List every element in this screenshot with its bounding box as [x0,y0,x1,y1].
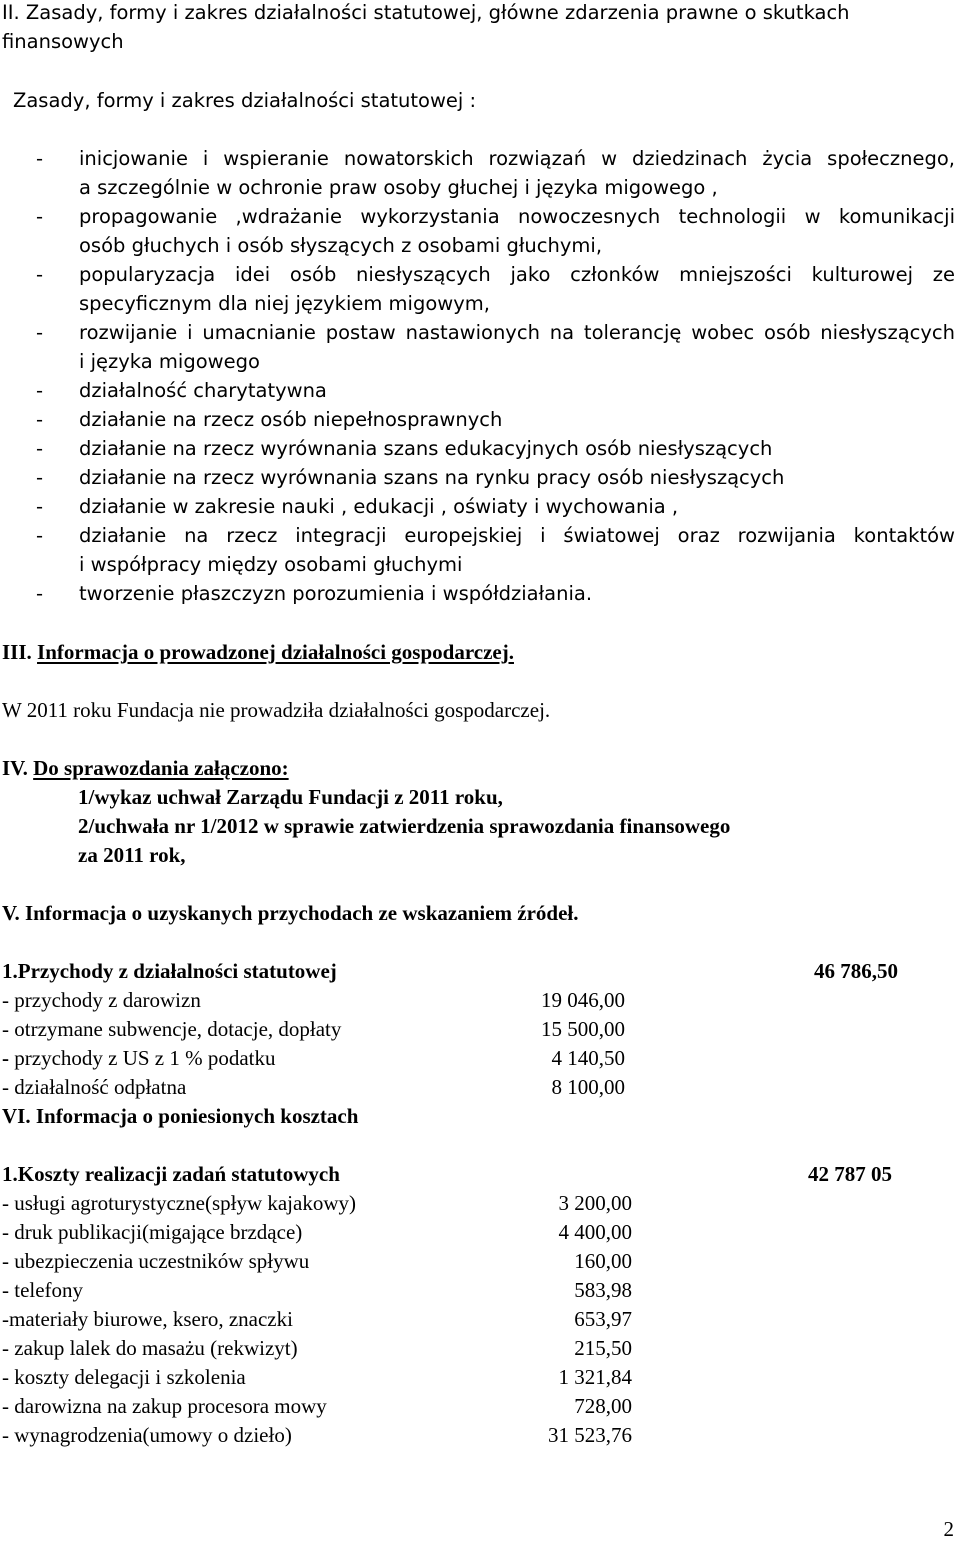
list-dash: - [36,263,44,286]
row-prefix: - [2,1075,9,1099]
row-prefix: - [2,988,9,1012]
cost-row-label: - zakup lalek do masażu (rekwizyt) [2,1336,298,1360]
list-item-line: rozwijanie i umacnianie postaw nastawionych na tolerancję wobec osób niesłyszących [79,321,955,344]
costs-total-label: 1.Koszty realizacji zadań statutowych [2,1162,340,1186]
row-value: 19 046,00 [541,988,625,1012]
section-2-heading-line-1: II. Zasady, formy i zakres działalności statutowej, główne zdarzenia prawne o skutkach [2,1,850,24]
cost-row-label: - koszty delegacji i szkolenia [2,1365,246,1389]
list-item-line: osób głuchych i osób słyszących z osobami głuchymi, [79,234,603,257]
cost-row-value: 1 321,84 [558,1365,632,1389]
list-item-line: popularyzacja idei osób niesłyszących jako członków mniejszości kulturowej ze [79,263,955,286]
cost-row-label: - darowizna na zakup procesora mowy [2,1394,327,1418]
list-item-line: propagowanie ,wdrażanie wykorzystania nowoczesnych technologii w komunikacji [79,205,955,228]
section-3-heading [2,638,514,667]
list-dash: - [36,147,44,170]
cost-row-label: - wynagrodzenia(umowy o dzieło) [2,1423,292,1447]
list-item-line: specyficznym dla niej językiem migowym, [79,292,490,315]
list-item-line: a szczególnie w ochronie praw osoby głuchej i języka migowego , [79,176,718,199]
section-4-title: Do sprawozdania załączono: [33,756,289,780]
costs-total-value: 42 787 05 [808,1162,892,1186]
cost-row-value: 3 200,00 [558,1191,632,1215]
cost-row-value: 728,00 [574,1394,632,1418]
cost-row-label: - usługi agroturystyczne(spływ kajakowy) [2,1191,356,1215]
cost-row-value: 4 400,00 [558,1220,632,1244]
cost-row-value: 160,00 [574,1249,632,1273]
list-item-line: działalność charytatywna [79,379,327,402]
revenue-row [2,1044,276,1073]
revenue-total-value: 46 786,50 [814,959,898,983]
cost-row-label: -materiały biurowe, ksero, znaczki [2,1307,293,1331]
section-5-heading: V. Informacja o uzyskanych przychodach ze wskazaniem źródeł. [2,901,579,925]
cost-row-label: - telefony [2,1278,84,1302]
row-label: działalność odpłatna [14,1075,187,1099]
list-dash: - [36,379,44,402]
row-label: otrzymane subwencje, dotacje, dopłaty [14,1017,342,1041]
list-dash: - [36,495,44,518]
list-item-line: tworzenie płaszczyzn porozumienia i współdziałania. [79,582,593,605]
list-item-line: działanie na rzecz osób niepełnosprawnych [79,408,503,431]
list-dash: - [36,524,44,547]
revenue-row [2,1073,186,1102]
row-label: przychody z darowizn [14,988,201,1012]
list-item-line: działanie na rzecz wyrównania szans edukacyjnych osób niesłyszących [79,437,773,460]
cost-row-value: 653,97 [574,1307,632,1331]
cost-row-value: 31 523,76 [548,1423,632,1447]
revenue-total-label: 1.Przychody z działalności statutowej [2,959,337,983]
list-item-line: działanie na rzecz wyrównania szans na rynku pracy osób niesłyszących [79,466,785,489]
list-item-line: i współpracy między osobami głuchymi [79,553,463,576]
list-item-line: działanie w zakresie nauki , edukacji , oświaty i wychowania , [79,495,679,518]
section-2-subheading: Zasady, formy i zakres działalności statutowej : [13,89,477,112]
row-value: 8 100,00 [551,1075,625,1099]
section-6-heading: VI. Informacja o poniesionych kosztach [2,1104,359,1128]
revenue-row [2,1015,341,1044]
cost-row-label: - ubezpieczenia uczestników spływu [2,1249,310,1273]
list-dash: - [36,321,44,344]
cost-row-value: 583,98 [574,1278,632,1302]
row-value: 4 140,50 [551,1046,625,1070]
section-4-heading [2,754,289,783]
section-3-title: Informacja o prowadzonej działalności gospodarczej. [37,640,514,664]
attachment-line-1: 1/wykaz uchwał Zarządu Fundacji z 2011 roku, [78,785,503,809]
section-2-heading-line-2: finansowych [2,30,124,53]
attachment-line-3: za 2011 rok, [78,843,186,867]
list-item-line: inicjowanie i wspieranie nowatorskich rozwiązań w dziedzinach życia społecznego, [79,147,955,170]
list-dash: - [36,582,44,605]
row-prefix: - [2,1017,9,1041]
row-prefix: - [2,1046,9,1070]
attachment-line-2: 2/uchwała nr 1/2012 w sprawie zatwierdzenia sprawozdania finansowego [78,814,731,838]
list-dash: - [36,408,44,431]
list-item-line: i języka migowego [79,350,260,373]
cost-row-label: - druk publikacji(migające brzdące) [2,1220,303,1244]
section-4-number: IV. [2,756,28,780]
page-number: 2 [943,1517,954,1541]
revenue-row [2,986,201,1015]
list-item-line: działanie na rzecz integracji europejskiej i światowej oraz rozwijania kontaktów [79,524,955,547]
list-dash: - [36,466,44,489]
cost-row-value: 215,50 [574,1336,632,1360]
section-3-number: III. [2,640,32,664]
list-dash: - [36,205,44,228]
row-label: przychody z US z 1 % podatku [14,1046,276,1070]
list-dash: - [36,437,44,460]
section-3-text: W 2011 roku Fundacja nie prowadziła działalności gospodarczej. [2,698,551,722]
row-value: 15 500,00 [541,1017,625,1041]
